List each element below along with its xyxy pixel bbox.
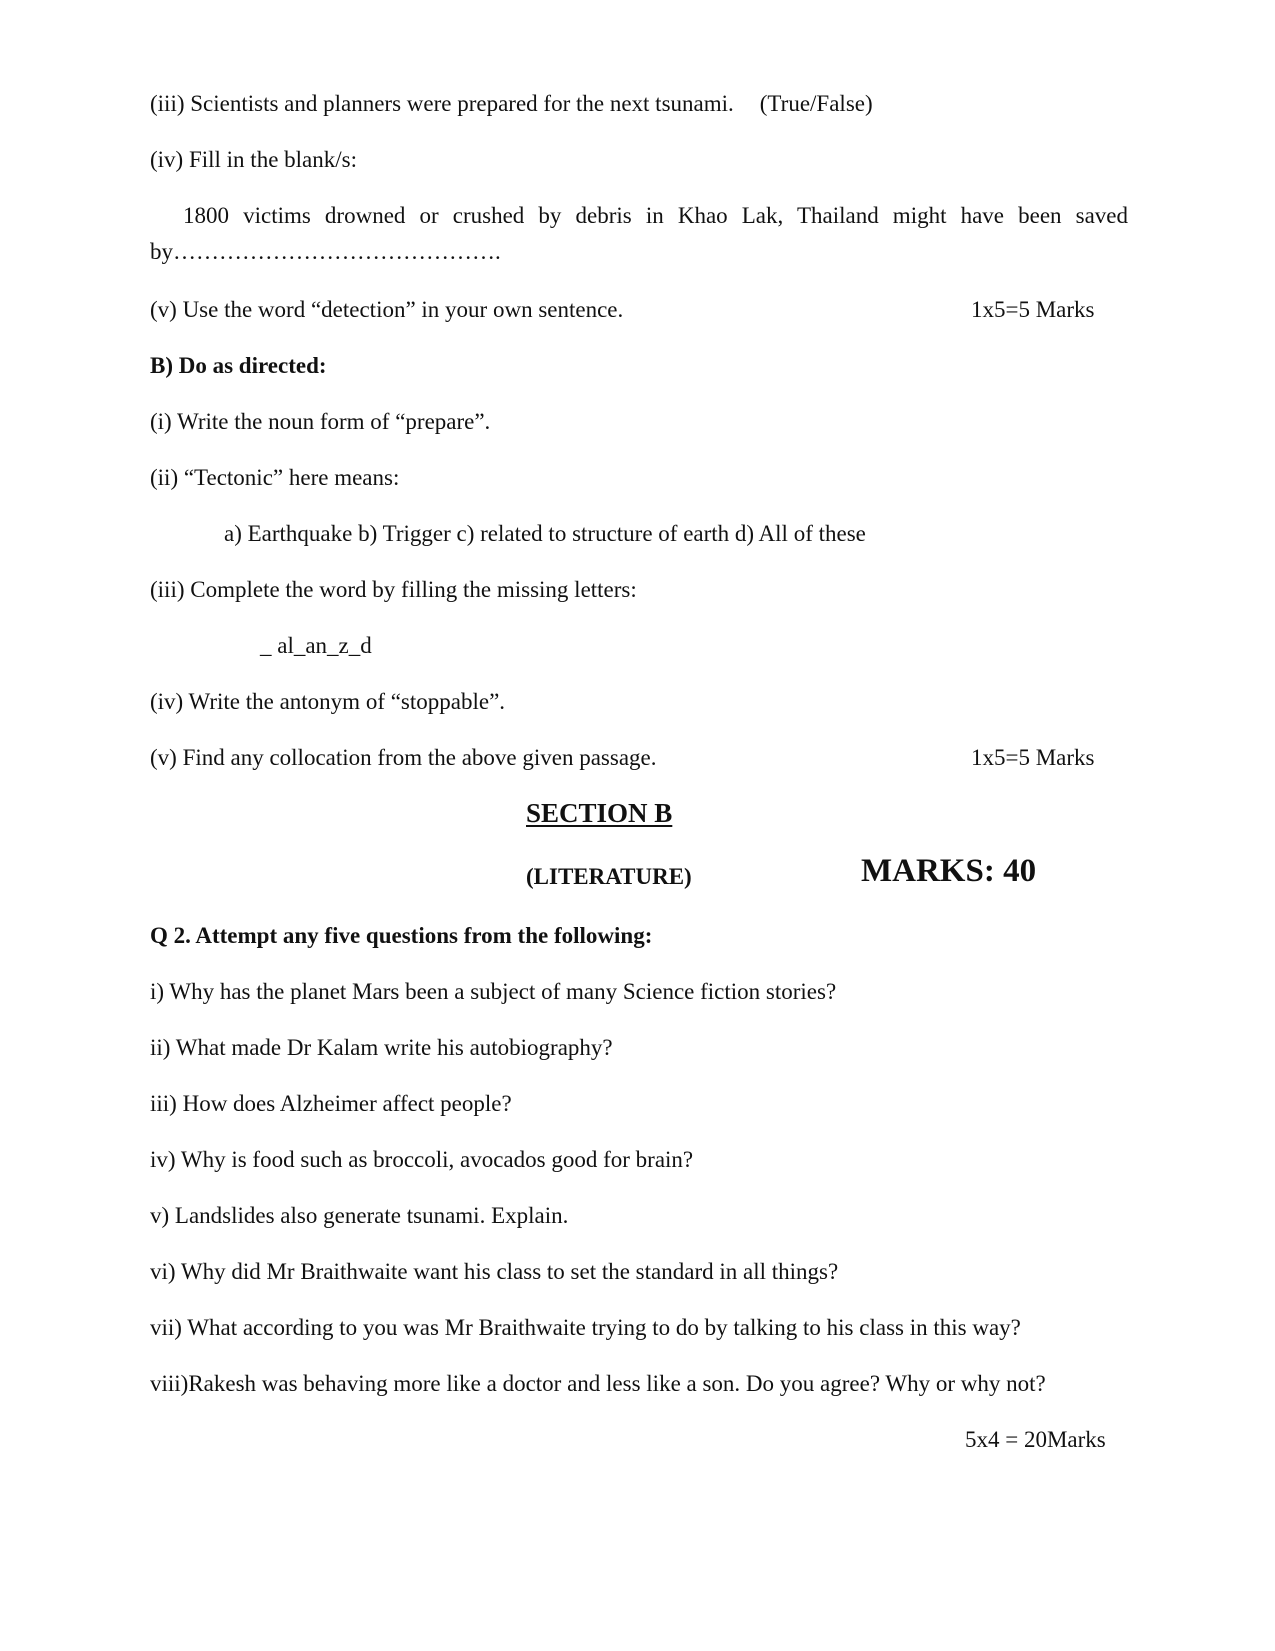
question-a4-passage: 1800 victims drowned or crushed by debris in Khao Lak, Thailand might have been saved by……………………………………. <box>150 203 1128 264</box>
q2-item-7: vii) What according to you was Mr Braithwaite trying to do by talking to his class in this way? <box>150 1315 1021 1340</box>
question-a3 <box>150 90 873 118</box>
q2-item-1: i) Why has the planet Mars been a subject of many Science fiction stories? <box>150 979 837 1004</box>
section-b-subtitle: (LITERATURE) <box>526 864 692 889</box>
question-b3-word: _ al_an_z_d <box>260 633 372 658</box>
q2-item-4: iv) Why is food such as broccoli, avocados good for brain? <box>150 1147 694 1172</box>
q2-item-3: iii) How does Alzheimer affect people? <box>150 1091 512 1116</box>
question-b4: (iv) Write the antonym of “stoppable”. <box>150 689 506 714</box>
q2-item-5: v) Landslides also generate tsunami. Explain. <box>150 1203 569 1228</box>
question-b2: (ii) “Tectonic” here means: <box>150 465 400 490</box>
q2-heading: Q 2. Attempt any five questions from the following: <box>150 923 653 948</box>
q2-item-2: ii) What made Dr Kalam write his autobiography? <box>150 1035 613 1060</box>
q2-item-8: viii)Rakesh was behaving more like a doctor and less like a son. Do you agree? Why or why not? <box>150 1371 1046 1396</box>
question-b1: (i) Write the noun form of “prepare”. <box>150 409 491 434</box>
part-b-heading: B) Do as directed: <box>150 353 327 378</box>
q2-total-marks: 5x4 = 20Marks <box>965 1427 1106 1452</box>
section-b-marks: MARKS: 40 <box>861 853 1037 889</box>
question-a4: (iv) Fill in the blank/s: <box>150 147 357 172</box>
part-b-marks: 1x5=5 Marks <box>971 745 1095 770</box>
section-b-title: SECTION B <box>526 798 673 828</box>
question-a3-option: (True/False) <box>759 91 873 116</box>
question-b3: (iii) Complete the word by filling the missing letters: <box>150 577 637 602</box>
question-b5: (v) Find any collocation from the above given passage. <box>150 745 657 770</box>
q2-item-6: vi) Why did Mr Braithwaite want his class to set the standard in all things? <box>150 1259 839 1284</box>
part-a-marks: 1x5=5 Marks <box>971 297 1095 322</box>
question-a3-text: (iii) Scientists and planners were prepared for the next tsunami. <box>150 91 734 116</box>
question-b2-options: a) Earthquake b) Trigger c) related to structure of earth d) All of these <box>224 521 866 546</box>
question-a5: (v) Use the word “detection” in your own sentence. <box>150 297 624 322</box>
